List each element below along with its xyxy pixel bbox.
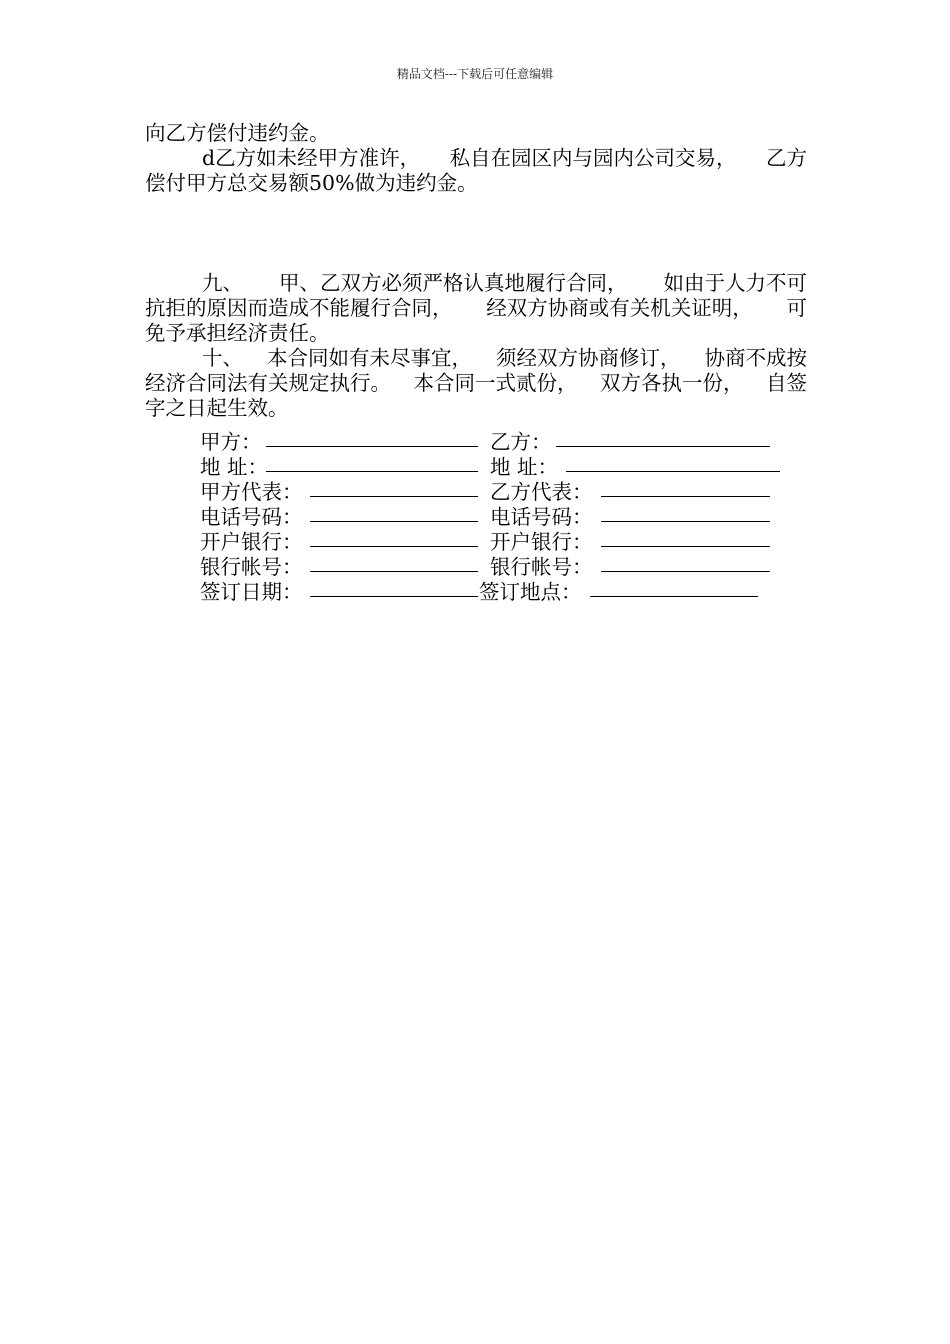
party-b-label: 乙方： [490,430,552,454]
address-a-label: 地 址： [200,455,269,479]
bank-a-blank[interactable] [310,546,478,547]
bank-b-blank[interactable] [601,546,770,547]
clause-d-line1 [145,146,807,171]
clause-10-line3: 字之日起生效。 [145,396,289,420]
party-a-label: 甲方： [200,430,262,454]
text-segment: 乙方 [766,146,807,170]
sign-date-blank[interactable] [310,596,478,597]
rep-b-label: 乙方代表： [490,480,593,504]
text-segment: 双方各执一份， [600,371,744,395]
text-segment: 抗拒的原因而造成不能履行合同， [145,296,453,320]
text-segment: 甲、乙双方必须严格认真地履行合同， [279,271,628,295]
bank-a-label: 开户银行： [200,530,303,554]
address-a-blank[interactable] [266,471,478,472]
text-segment: 自签 [766,371,807,395]
text-segment: 须经双方协商修订， [496,346,681,370]
party-b-blank[interactable] [556,446,770,447]
account-b-blank[interactable] [601,571,770,572]
party-a-blank[interactable] [266,446,478,447]
text-segment: 私自在园区内与园内公司交易， [449,146,737,170]
account-a-blank[interactable] [310,571,478,572]
phone-a-label: 电话号码： [200,505,303,529]
text-segment: 如由于人力不可 [663,271,807,295]
clause-9-line3: 免予承担经济责任。 [145,321,330,345]
sign-place-label: 签订地点： [479,580,582,604]
clause-9-line2 [145,296,807,321]
clause-9-line1 [145,271,807,296]
bank-b-label: 开户银行： [490,530,593,554]
clause-number: 十、 [202,346,243,370]
rep-b-blank[interactable] [601,496,770,497]
clause-10-line1 [145,346,807,371]
spacer [145,196,807,271]
clause-10-line2 [145,371,807,396]
address-b-blank[interactable] [566,471,780,472]
contract-body [145,121,807,421]
text-segment: d乙方如未经甲方准许， [202,146,421,170]
account-b-label: 银行帐号： [490,555,593,579]
account-a-label: 银行帐号： [200,555,303,579]
text-segment: 本合同如有未尽事宜， [267,346,472,370]
clause-d-line2: 偿付甲方总交易额50%做为违约金。 [145,171,478,195]
page-header: 精品文档---下载后可任意编辑 [396,67,554,81]
text-segment: 本合同一式贰份， [413,371,578,395]
rep-a-blank[interactable] [310,496,478,497]
text-segment: 可 [786,296,807,320]
rep-a-label: 甲方代表： [200,480,303,504]
sign-date-label: 签订日期： [200,580,303,604]
address-b-label: 地 址： [490,455,559,479]
clause-d-prev-tail: 向乙方偿付违约金。 [145,121,330,145]
text-segment: 经双方协商或有关机关证明， [486,296,753,320]
text-segment: 协商不成按 [704,346,807,370]
clause-number: 九、 [202,271,243,295]
sign-place-blank[interactable] [590,596,758,597]
phone-b-blank[interactable] [601,521,770,522]
text-segment: 经济合同法有关规定执行。 [145,371,391,395]
phone-a-blank[interactable] [310,521,478,522]
phone-b-label: 电话号码： [490,505,593,529]
